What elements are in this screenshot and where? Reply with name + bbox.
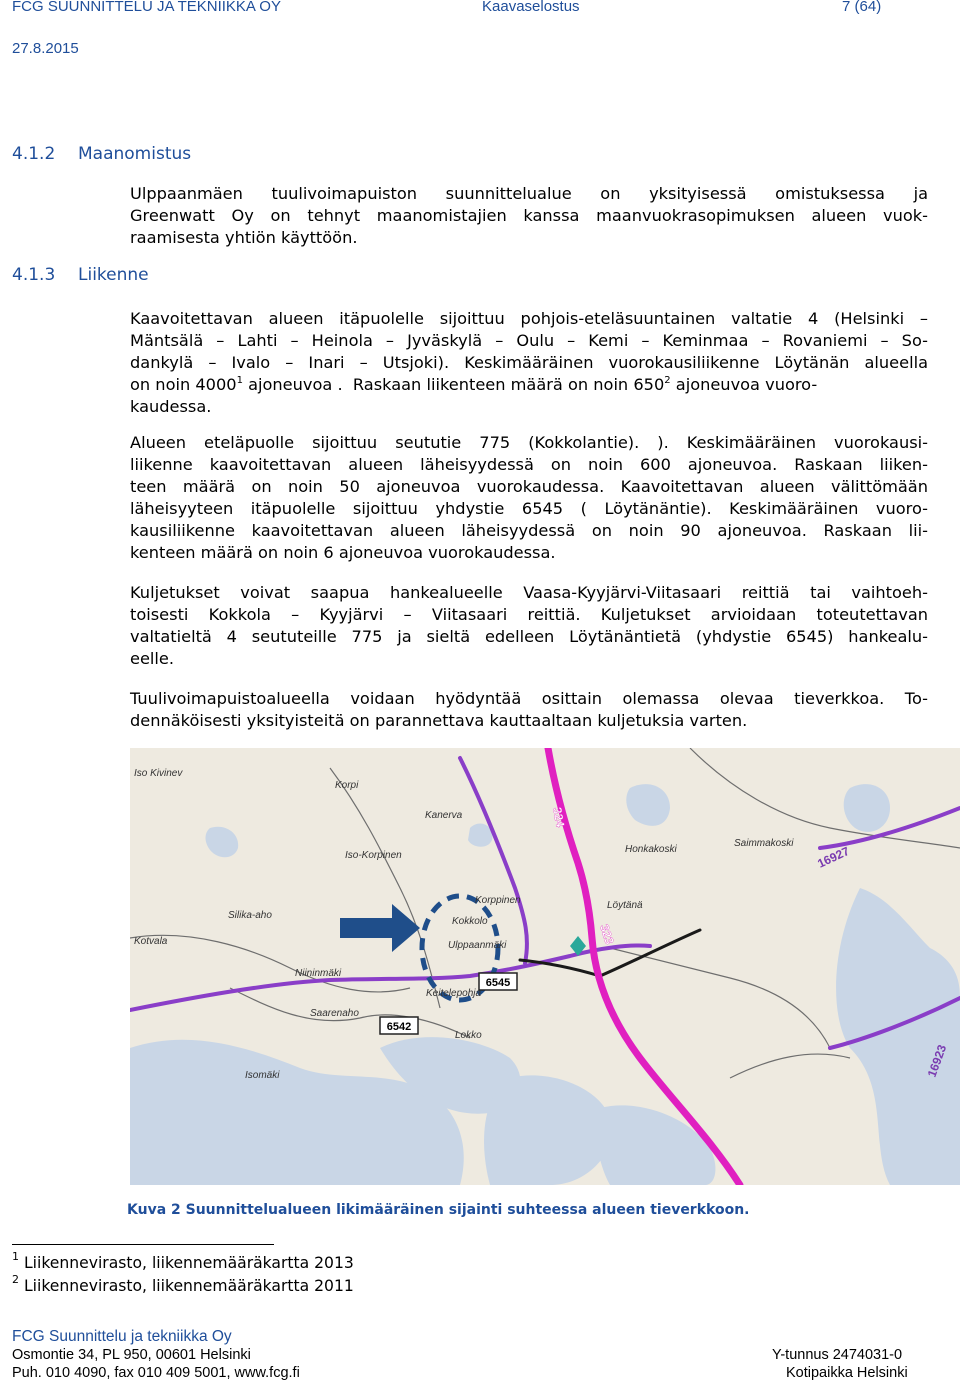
place-label: Isomäki bbox=[245, 1070, 280, 1081]
header-date: 27.8.2015 bbox=[12, 40, 79, 57]
text-line: läheisyyteen itäpuolelle sijoittuu yhdystie 6545 ( Löytänäntie). Keskimääräinen vuoro- bbox=[130, 499, 928, 518]
footnote-2 bbox=[12, 1273, 354, 1295]
road-network-map bbox=[130, 748, 960, 1185]
text-fragment: ajoneuvoa vuoro- bbox=[670, 375, 818, 394]
footnote-ref-2: 2 bbox=[664, 375, 671, 386]
maanomistus-paragraph bbox=[130, 183, 928, 249]
footer-domicile: Kotipaikka Helsinki bbox=[786, 1365, 908, 1381]
header-doc-title: Kaavaselostus bbox=[482, 0, 580, 15]
footnote-ref-1: 1 bbox=[236, 375, 243, 386]
road-number-323: 323 bbox=[597, 922, 617, 946]
text-fragment: ajoneuvoa . Raskaan liikenteen määrä on noin 650 bbox=[242, 375, 665, 394]
place-label: Kokkolo bbox=[452, 916, 488, 927]
text-line: Tuulivoimapuistoalueella voidaan hyödyntää osittain olemassa olevaa tieverkkoa. To- bbox=[130, 689, 928, 708]
footer-business-id: Y-tunnus 2474031-0 bbox=[772, 1347, 903, 1363]
place-label: Kotvala bbox=[134, 936, 168, 947]
footnote-separator bbox=[12, 1244, 274, 1245]
footnote-text: Liikennevirasto, liikennemääräkartta 2013 bbox=[23, 1254, 354, 1272]
place-label: Iso-Korpinen bbox=[345, 850, 402, 861]
road-number-324: 324 bbox=[550, 806, 568, 829]
text-line: Ulppaanmäen tuulivoimapuiston suunnittelualue on yksityisessä omistuksessa ja bbox=[130, 184, 928, 203]
footer-address: Osmontie 34, PL 950, 00601 Helsinki bbox=[12, 1347, 251, 1363]
text-line: liikenne kaavoitettavan alueen läheisyydessä on noin 600 ajoneuvoa. Raskaan liiken- bbox=[130, 455, 928, 474]
place-label: Kanerva bbox=[425, 810, 463, 821]
place-label: Saarenaho bbox=[310, 1008, 359, 1019]
text-line: eelle. bbox=[130, 649, 175, 668]
text-line: raamisesta yhtiön käyttöön. bbox=[130, 228, 358, 247]
place-label: Korppinen bbox=[475, 895, 521, 906]
text-line bbox=[130, 374, 928, 396]
place-label: Lokko bbox=[455, 1030, 482, 1041]
text-line: Kaavoitettavan alueen itäpuolelle sijoittuu pohjois-eteläsuuntainen valtatie 4 (Helsinki – bbox=[130, 309, 928, 328]
road-number-text: 6545 bbox=[485, 977, 511, 989]
road-number-16927: 16927 bbox=[815, 843, 852, 871]
liikenne-paragraph-3 bbox=[130, 582, 928, 670]
footnote-1 bbox=[12, 1250, 354, 1272]
text-line: kaudessa. bbox=[130, 397, 212, 416]
place-label: Honkakoski bbox=[625, 844, 677, 855]
section-title-maanomistus: Maanomistus bbox=[78, 144, 192, 164]
header-page-number: 7 (64) bbox=[842, 0, 882, 15]
road-number-6545 bbox=[479, 973, 517, 990]
header-company: FCG SUUNNITTELU JA TEKNIIKKA OY bbox=[12, 0, 281, 15]
text-line: Alueen eteläpuolle sijoittuu seututie 775 (Kokkolantie). ). Keskimääräinen vuorokausi- bbox=[130, 433, 928, 452]
footer-company: FCG Suunnittelu ja tekniikka Oy bbox=[12, 1328, 232, 1345]
section-number-maanomistus: 4.1.2 bbox=[12, 144, 56, 164]
footer-phone: Puh. 010 4090, fax 010 409 5001, www.fcg.fi bbox=[12, 1365, 300, 1381]
text-line: toisesti Kokkola – Kyyjärvi – Viitasaari reittiä. Kuljetukset arvioidaan toteutettavan bbox=[130, 605, 928, 624]
road-number-text: 6542 bbox=[386, 1021, 412, 1033]
footnote-number: 1 bbox=[12, 1250, 19, 1263]
section-title-liikenne: Liikenne bbox=[78, 265, 149, 285]
footnote-number: 2 bbox=[12, 1273, 19, 1286]
place-label: Keitelepohja bbox=[426, 988, 482, 999]
place-label: Iso Kivinev bbox=[134, 768, 183, 779]
liikenne-paragraph-4 bbox=[130, 688, 928, 732]
figure-caption: Kuva 2 Suunnittelualueen likimääräinen sijainti suhteessa alueen tieverkkoon. bbox=[127, 1202, 750, 1218]
place-label: Korpi bbox=[335, 780, 359, 791]
text-line: dankylä – Ivalo – Inari – Utsjoki). Keskimääräinen vuorokausiliikenne Löytänän alueella bbox=[130, 353, 928, 372]
text-line: Kuljetukset voivat saapua hankealueelle Vaasa-Kyyjärvi-Viitasaari reittiä tai vaihtoeh- bbox=[130, 583, 928, 602]
text-line: dennäköisesti yksityisteitä on parannettava kauttaaltaan kuljetuksia varten. bbox=[130, 711, 748, 730]
text-line: kausiliikenne kaavoitettavan alueen läheisyydessä on noin 90 ajoneuvoa. Raskaan lii- bbox=[130, 521, 928, 540]
place-label: Silika-aho bbox=[228, 910, 272, 921]
footnote-text: Liikennevirasto, liikennemääräkartta 2011 bbox=[23, 1277, 354, 1295]
section-number-liikenne: 4.1.3 bbox=[12, 265, 56, 285]
road-number-6542 bbox=[380, 1017, 418, 1034]
place-label: Niininmäki bbox=[295, 968, 342, 979]
liikenne-paragraph-2 bbox=[130, 432, 928, 564]
text-line: kenteen määrä on noin 6 ajoneuvoa vuorokaudessa. bbox=[130, 543, 556, 562]
place-label: Löytänä bbox=[607, 900, 643, 911]
text-line: teen määrä on noin 50 ajoneuvoa vuorokaudessa. Kaavoitettavan alueen välittömään bbox=[130, 477, 928, 496]
liikenne-paragraph-1 bbox=[130, 308, 928, 418]
road-number-16923: 16923 bbox=[924, 1042, 950, 1080]
place-label: Saimmakoski bbox=[734, 838, 794, 849]
text-line: Greenwatt Oy on tehnyt maanomistajien kanssa maanvuokrasopimuksen alueen vuok- bbox=[130, 206, 928, 225]
text-line: valtatieltä 4 seututeille 775 ja sieltä edelleen Löytänäntietä (yhdystie 6545) hankealu- bbox=[130, 627, 928, 646]
place-label: Ulppaanmäki bbox=[448, 940, 507, 951]
text-fragment: on noin 4000 bbox=[130, 375, 237, 394]
text-line: Mäntsälä – Lahti – Heinola – Jyväskylä – Oulu – Kemi – Keminmaa – Rovaniemi – So- bbox=[130, 331, 928, 350]
